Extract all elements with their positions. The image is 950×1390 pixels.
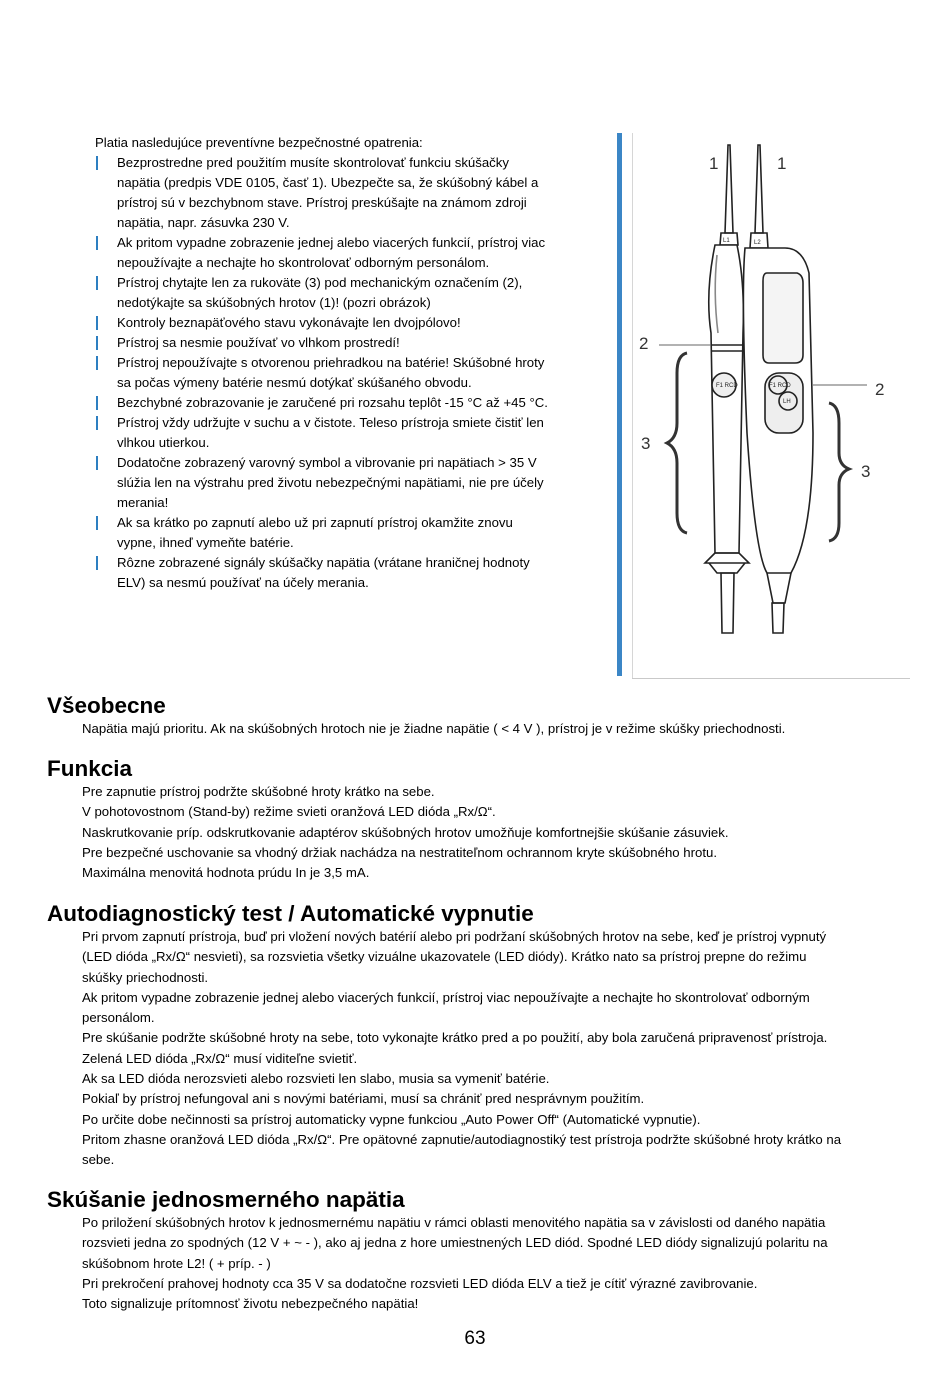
bullet-marker: [96, 236, 98, 250]
bullet-line: nepoužívajte a nechajte ho skontrolovať odborným personálom.: [117, 255, 490, 270]
bullet-line: Rôzne zobrazené signály skúšačky napätia (vrátane hraničnej hodnoty: [117, 555, 530, 570]
body-line: personálom.: [82, 1010, 155, 1026]
voltage-tester-figure: [617, 133, 915, 681]
bullet-marker: [96, 556, 98, 570]
button-right-top-label: F1 RCD: [769, 383, 791, 389]
safety-bullet-item: [95, 393, 595, 413]
section-body: [82, 719, 917, 739]
bullet-marker: [96, 276, 98, 290]
body-line: Toto signalizuje prítomnosť životu nebezpečného napätia!: [82, 1296, 419, 1312]
bullet-line: vypne, ihneď vymeňte batérie.: [117, 535, 294, 550]
section-body: [82, 1213, 917, 1314]
section-autodiagnostika: [47, 901, 917, 1171]
body-line: rozsvieti jedna zo spodných (12 V + ~ - ), ako aj jedna z hore umiestnených LED diód. Spodné LED diódy signalizujú polaritu na: [82, 1235, 828, 1251]
safety-bullet-item: [95, 153, 595, 233]
body-line: Pre bezpečné uschovanie sa vhodný držiak nachádza na nestratiteľnom ochrannom kryte skúšobného hrotu.: [82, 844, 718, 860]
bullet-line: Prístroj chytajte len za rukoväte (3) pod mechanickým označením (2),: [117, 275, 523, 290]
label-tip-right: 1: [777, 154, 787, 173]
bullet-line: slúžia len na výstrahu pred životu nebezpečnými napätiami, nie pre účely: [117, 475, 544, 490]
body-line: Naskrutkovanie príp. odskrutkovanie adaptérov skúšobných hrotov umožňuje komfortnejšie skúšanie zásuviek.: [82, 824, 729, 840]
voltage-tester-illustration: [617, 133, 915, 681]
button-left-label: F1 RCD: [716, 383, 738, 389]
section-dc-voltage: [47, 1187, 917, 1314]
bullet-line: ELV) sa nesmú používať na účely merania.: [117, 575, 369, 590]
bullet-line: Prístroj nepoužívajte s otvorenou priehradkou na batérie! Skúšobné hroty: [117, 355, 545, 370]
label-tip-left: 1: [709, 154, 719, 173]
body-line: Ak sa LED dióda nerozsvieti alebo rozsvieti len slabo, musia sa vymeniť batérie.: [82, 1071, 550, 1087]
section-title: Autodiagnostický test / Automatické vypnutie: [47, 901, 534, 926]
bullet-line: Bezchybné zobrazovanie je zaručené pri rozsahu teplôt -15 °C až +45 °C.: [117, 395, 548, 410]
safety-bullet-item: [95, 273, 595, 313]
label-probe-l2: L2: [754, 240, 761, 246]
safety-bullet-item: [95, 313, 595, 333]
body-line: V pohotovostnom (Stand-by) režime svieti oranžová LED dióda „Rx/Ω“.: [82, 804, 496, 820]
safety-bullet-item: [95, 553, 595, 593]
body-line: Po priložení skúšobných hrotov k jednosmernému napätiu v rámci oblasti menovitého napätia sa v závislosti od daného napätia: [82, 1215, 826, 1230]
body-line: (LED dióda „Rx/Ω“ nesvieti), sa rozsvietia všetky vizuálne ukazovatele (LED diódy). Krátko nato sa prístroj prepne do režimu: [82, 949, 807, 965]
bullet-line: Ak sa krátko po zapnutí alebo už pri zapnutí prístroj okamžite znovu: [117, 515, 513, 530]
body-line: Pre skúšanie podržte skúšobné hroty na sebe, toto vykonajte krátko pred a po použití, aby bola zaručená pripravenosť prístroja.: [82, 1030, 828, 1046]
bullet-line: napätia (predpis VDE 0105, časť 1). Ubezpečte sa, že skúšobný kábel a: [117, 175, 539, 190]
button-right-bottom-label: LH: [783, 399, 791, 405]
body-line: skúšobnom hrote L2! ( + príp. - ): [82, 1255, 271, 1271]
body-line: skúšky priechodnosti.: [82, 969, 209, 985]
section-title: Všeobecne: [47, 693, 166, 718]
safety-intro: Platia nasledujúce preventívne bezpečnostné opatrenia:: [95, 135, 423, 150]
label-probe-l1: L1: [723, 238, 730, 244]
bullet-line: vlhkou utierkou.: [117, 435, 210, 450]
section-title: Funkcia: [47, 756, 133, 781]
body-line: Po určite dobe nečinnosti sa prístroj automaticky vypne funkciou „Auto Power Off“ (Automatické vypnutie).: [82, 1111, 701, 1127]
section-body: [82, 927, 917, 1171]
body-line: Maximálna menovitá hodnota prúdu In je 3,5 mA.: [82, 865, 370, 881]
safety-bullet-item: [95, 233, 595, 273]
bullet-line: Bezprostredne pred použitím musíte skontrolovať funkciu skúšačky: [117, 155, 509, 170]
bullet-marker: [96, 356, 98, 370]
bullet-line: sa počas výmeny batérie nesmú dotýkať skúšaného obvodu.: [117, 375, 472, 390]
bullet-marker: [96, 456, 98, 470]
bullet-line: Ak pritom vypadne zobrazenie jednej alebo viacerých funkcií, prístroj viac: [117, 235, 546, 250]
section-title: Skúšanie jednosmerného napätia: [47, 1187, 405, 1212]
safety-bullet-item: [95, 453, 595, 513]
bullet-marker: [96, 516, 98, 530]
body-line: Napätia majú prioritu. Ak na skúšobných hrotoch nie je žiadne napätie ( < 4 V ), prístroj je v režime skúšky priechodnosti.: [82, 721, 786, 736]
bullet-marker: [96, 396, 98, 410]
label-mark-left: 2: [639, 334, 649, 353]
body-line: Ak pritom vypadne zobrazenie jednej alebo viacerých funkcií, prístroj viac nepoužívajte a nechajte ho skontrolovať odborným: [82, 989, 810, 1005]
safety-bullet-list: [95, 153, 595, 593]
bullet-line: Prístroj sa nesmie používať vo vlhkom prostredí!: [117, 335, 400, 350]
safety-bullet-item: [95, 513, 595, 553]
safety-bullet-item: [95, 353, 595, 393]
section-body: [82, 782, 917, 883]
bullet-line: Dodatočne zobrazený varovný symbol a vibrovanie pri napätiach > 35 V: [117, 455, 537, 470]
section-vseobecne: [47, 693, 917, 739]
safety-bullet-item: [95, 333, 595, 353]
body-line: Pritom zhasne oranžová LED dióda „Rx/Ω“. Pre opätovné zapnutie/autodiagnostiký test prístroja podržte skúšobné hroty krátko na: [82, 1131, 842, 1147]
body-line: Pri prvom zapnutí prístroja, buď pri vložení nových batérií alebo pri podržaní skúšobných hrotov na sebe, keď je prístroj vypnutý: [82, 929, 827, 944]
bullet-marker: [96, 336, 98, 350]
bullet-marker: [96, 156, 98, 170]
body-line: Pre zapnutie prístroj podržte skúšobné hroty krátko na sebe.: [82, 784, 435, 799]
body-line: Pokiaľ by prístroj nefungoval ani s novými batériami, musí sa chrániť pred nesprávnym použitím.: [82, 1091, 645, 1107]
label-grip-left: 3: [641, 434, 651, 453]
safety-bullet-item: [95, 413, 595, 453]
bullet-line: prístroj sú v bezchybnom stave. Prístroj preskúšajte na známom zdroji: [117, 195, 527, 210]
safety-precautions: [95, 133, 595, 593]
bullet-marker: [96, 416, 98, 430]
bullet-line: Prístroj vždy udržujte v suchu a v čistote. Teleso prístroja smiete čistiť len: [117, 415, 544, 430]
body-line: Pri prekročení prahovej hodnoty cca 35 V sa dodatočne rozsvieti LED dióda ELV a tiež je cítiť výrazné zavibrovanie.: [82, 1275, 758, 1291]
bullet-line: napätia, napr. zásuvka 230 V.: [117, 215, 290, 230]
section-funkcia: [47, 756, 917, 883]
label-mark-right: 2: [875, 380, 885, 399]
bullet-line: merania!: [117, 495, 169, 510]
bullet-line: nedotýkajte sa skúšobných hrotov (1)! (pozri obrázok): [117, 295, 431, 310]
label-grip-right: 3: [861, 462, 871, 481]
bullet-marker: [96, 316, 98, 330]
body-line: sebe.: [82, 1152, 115, 1168]
bullet-line: Kontroly beznapäťového stavu vykonávajte len dvojpólovo!: [117, 315, 461, 330]
body-line: Zelená LED dióda „Rx/Ω“ musí viditeľne svietiť.: [82, 1050, 358, 1066]
page-number: 63: [464, 1328, 486, 1349]
